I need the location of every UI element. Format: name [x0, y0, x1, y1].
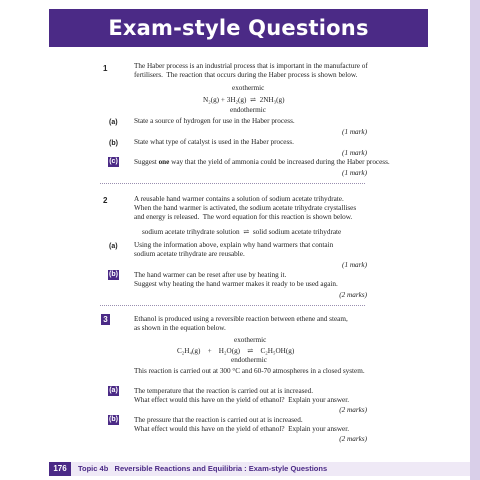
q2-part-a-marks: (1 mark) [342, 261, 367, 269]
q2-part-b-text-1: The hand warmer can be reset after use by heating it. [134, 271, 287, 279]
q1-eq-top: exothermic [232, 84, 265, 92]
q2-part-a-label: (a) [109, 243, 118, 250]
q2-part-a-text-1: Using the information above, explain why hand warmers that contain [134, 241, 334, 249]
q3-eq-bottom: endothermic [231, 356, 267, 364]
q1-part-a-marks: (1 mark) [342, 128, 367, 136]
q2-word-equation: sodium acetate trihydrate solution ⇌ solid sodium acetate trihydrate [142, 228, 342, 236]
q1-part-b-marks: (1 mark) [342, 149, 367, 157]
q3-intro-line-1: Ethanol is produced using a reversible reaction between ethene and steam, [134, 315, 348, 323]
q1-part-c-text: Suggest one way that the yield of ammonia could be increased during the Haber process. [134, 158, 390, 166]
q1-part-a-text: State a source of hydrogen for use in the Haber process. [134, 117, 295, 125]
page-title: Exam-style Questions [49, 9, 428, 47]
question-number-1: 1 [103, 64, 108, 73]
divider [100, 183, 365, 184]
q3-conditions: This reaction is carried out at 300 °C and 60-70 atmospheres in a closed system. [134, 367, 365, 375]
question-number-3: 3 [101, 314, 110, 325]
q2-part-b-text-2: Suggest why heating the hand warmer makes it ready to be used again. [134, 280, 338, 288]
page-number: 176 [49, 462, 71, 476]
q3-part-b-text-1: The pressure that the reaction is carried out at is increased. [134, 416, 303, 424]
q1-equation: N₂(g) + 3H₂(g) ⇌ 2NH₃(g) [203, 96, 285, 104]
q1-part-b-text: State what type of catalyst is used in the Haber process. [134, 138, 294, 146]
q1-part-c-marks: (1 mark) [342, 169, 367, 177]
q1-intro-line-2: fertilisers. The reaction that occurs during the Haber process is shown below. [134, 71, 358, 79]
question-number-2: 2 [103, 196, 108, 205]
side-stripe [470, 0, 480, 480]
q3-part-a-text-2: What effect would this have on the yield of ethanol? Explain your answer. [134, 396, 350, 404]
q2-intro-line-2: When the hand warmer is activated, the sodium acetate trihydrate crystallises [134, 204, 357, 212]
q3-part-b-label: (b) [109, 416, 118, 423]
q2-intro-line-3: and energy is released. The word equation for this reaction is shown below. [134, 213, 353, 221]
q1-intro-line-1: The Haber process is an industrial process that is important in the manufacture of [134, 62, 368, 70]
q2-intro-line-1: A reusable hand warmer contains a solution of sodium acetate trihydrate. [134, 195, 344, 203]
q1-part-b-label: (b) [109, 140, 118, 147]
q1-part-a-label: (a) [109, 119, 118, 126]
q2-part-a-text-2: sodium acetate trihydrate are reusable. [134, 250, 245, 258]
q1-eq-bottom: endothermic [230, 106, 266, 114]
q3-part-b-text-2: What effect would this have on the yield of ethanol? Explain your answer. [134, 425, 350, 433]
q1-part-c-label: (c) [109, 158, 118, 165]
q3-part-b-marks: (2 marks) [339, 435, 367, 443]
footer-topic: Topic 4b Reversible Reactions and Equilibria : Exam-style Questions [78, 464, 328, 473]
q2-part-b-label: (b) [109, 271, 118, 278]
q3-part-a-text-1: The temperature that the reaction is carried out at is increased. [134, 387, 314, 395]
q3-equation: C₂H₄(g) + H₂O(g) ⇌ C₂H₅OH(g) [177, 347, 295, 355]
q3-eq-top: exothermic [234, 336, 267, 344]
q2-part-b-marks: (2 marks) [339, 291, 367, 299]
q3-part-a-marks: (2 marks) [339, 406, 367, 414]
q3-intro-line-2: as shown in the equation below. [134, 324, 226, 332]
q3-part-a-label: (a) [109, 387, 118, 394]
divider [100, 305, 365, 306]
